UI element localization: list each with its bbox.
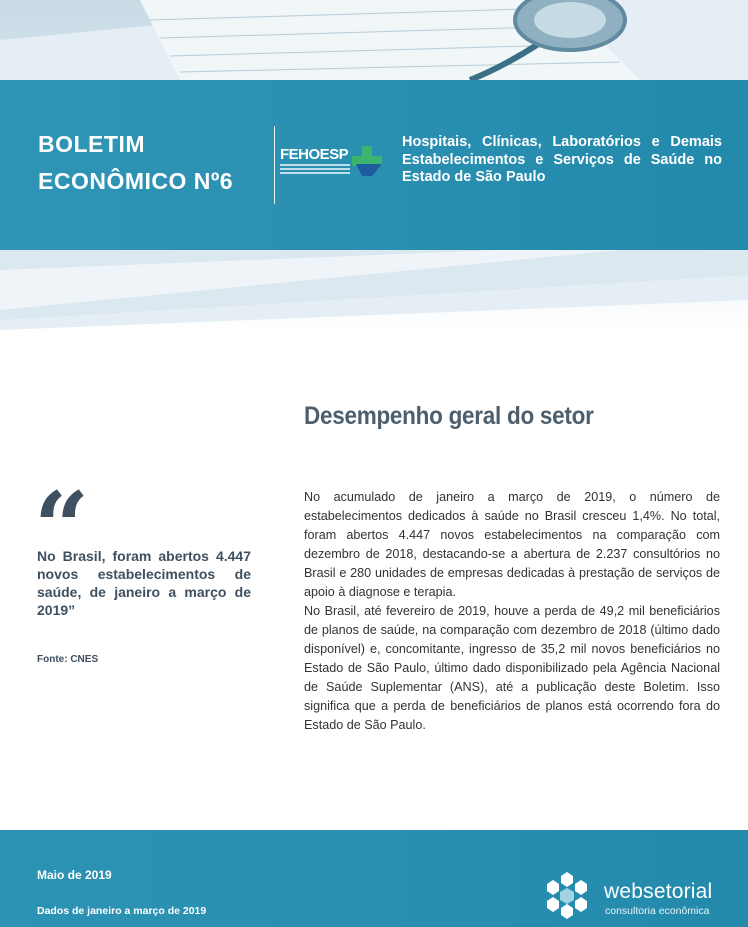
header-subtitle: Hospitais, Clínicas, Laboratórios e Demais Estabelecimentos e Serviços de Saúde no Estado de São Paulo: [402, 134, 722, 185]
websetorial-brand-name: websetorial: [604, 880, 713, 903]
body-paragraph-2: No Brasil, até fevereiro de 2019, houve a perda de 49,2 mil beneficiários de planos de saúde, na comparação com dezembro de 2018 (último dado disponível) e, concomitante, ingresso de 35,2 mil novos beneficiários no Estado de São Paulo, último dado disponibilizado pela Agência Nacional de Saúde Suplementar (ANS), até a publicação deste Boletim. Isso significa que a perda de beneficiários de planos está ocorrendo fora do Estado de São Paulo.: [304, 604, 720, 732]
bulletin-title-line1: BOLETIM: [38, 131, 145, 157]
body-text: [304, 488, 720, 735]
data-period: Dados de janeiro a março de 2019: [37, 905, 207, 917]
quote-source: Fonte: CNES: [37, 654, 99, 665]
fehoesp-logo-tagline-lines: [280, 164, 350, 174]
bulletin-title: [38, 126, 278, 200]
websetorial-tagline: consultoria econômica: [605, 905, 710, 917]
section-title: Desempenho geral do setor: [304, 402, 594, 430]
fehoesp-cross-icon: [348, 142, 388, 182]
header-divider: [274, 126, 275, 204]
quote-mark-icon: “: [34, 471, 90, 584]
body-paragraph-1: No acumulado de janeiro a março de 2019, o número de estabelecimentos dedicados à saúde no Brasil cresceu 1,4%. No total, foram abertos 4.447 novos estabelecimentos na comparação com dezembro de 2018, destacando-se a abertura de 2.237 consultórios no Brasil e 280 unidades de empresas dedicadas à prestação de serviços de apoio à diagnose e terapia.: [304, 490, 720, 599]
fehoesp-logo-text: FEHOESP: [280, 146, 349, 163]
websetorial-logo-icon: [543, 870, 591, 920]
bulletin-title-line2: ECONÔMICO Nº6: [38, 168, 234, 194]
publication-date: Maio de 2019: [37, 868, 112, 882]
pull-quote: No Brasil, foram abertos 4.447 novos estabelecimentos de saúde, de janeiro a março de 2019”: [37, 548, 251, 618]
fehoesp-logo: [280, 140, 385, 184]
